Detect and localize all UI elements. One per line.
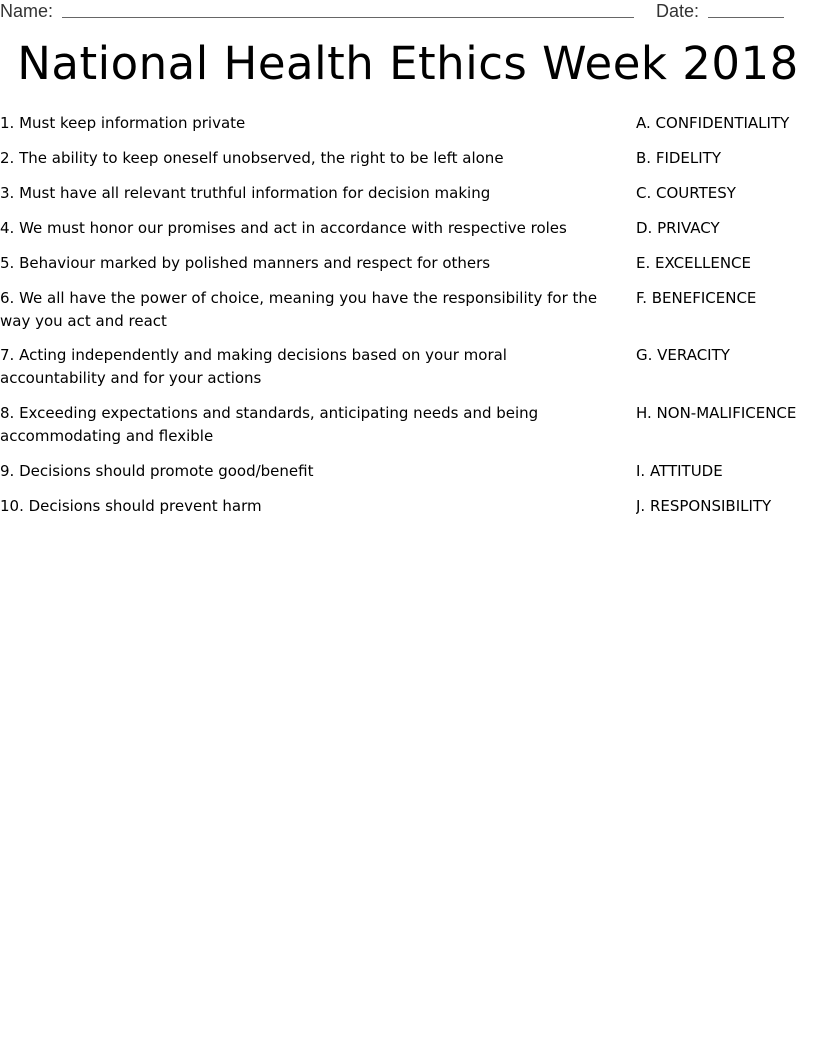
answer-option: B. FIDELITY <box>636 149 722 167</box>
answer-option: F. BENEFICENCE <box>636 289 757 307</box>
clue-text: 5. Behaviour marked by polished manners and respect for others <box>0 254 491 272</box>
clue-text: 2. The ability to keep oneself unobserved, the right to be left alone <box>0 149 504 167</box>
answer-option: G. VERACITY <box>636 346 730 364</box>
answer-option: C. COURTESY <box>636 184 736 202</box>
clue-text: 4. We must honor our promises and act in accordance with respective roles <box>0 219 567 237</box>
clue-text: 7. Acting independently and making decisions based on your moral accountability and for your actions <box>0 346 507 387</box>
clue-text: 1. Must keep information private <box>0 114 246 132</box>
answer-option: E. EXCELLENCE <box>636 254 751 272</box>
clue-text: 8. Exceeding expectations and standards, anticipating needs and being accommodating and flexible <box>0 404 539 445</box>
date-blank-line <box>708 17 784 18</box>
worksheet-title: National Health Ethics Week 2018 <box>17 37 799 90</box>
clue-text: 9. Decisions should promote good/benefit <box>0 462 314 480</box>
answer-option: J. RESPONSIBILITY <box>636 497 772 515</box>
clue-text: 10. Decisions should prevent harm <box>0 497 262 515</box>
answer-option: D. PRIVACY <box>636 219 720 237</box>
answer-option: I. ATTITUDE <box>636 462 723 480</box>
answer-option: A. CONFIDENTIALITY <box>636 114 790 132</box>
clue-text: 6. We all have the power of choice, meaning you have the responsibility for the way you act and react <box>0 289 598 330</box>
clue-text: 3. Must have all relevant truthful information for decision making <box>0 184 491 202</box>
name-date-header <box>0 0 816 24</box>
answer-option: H. NON-MALIFICENCE <box>636 404 797 422</box>
name-blank-line <box>62 17 634 18</box>
date-label: Date: <box>656 1 700 21</box>
name-label: Name: <box>0 1 54 21</box>
